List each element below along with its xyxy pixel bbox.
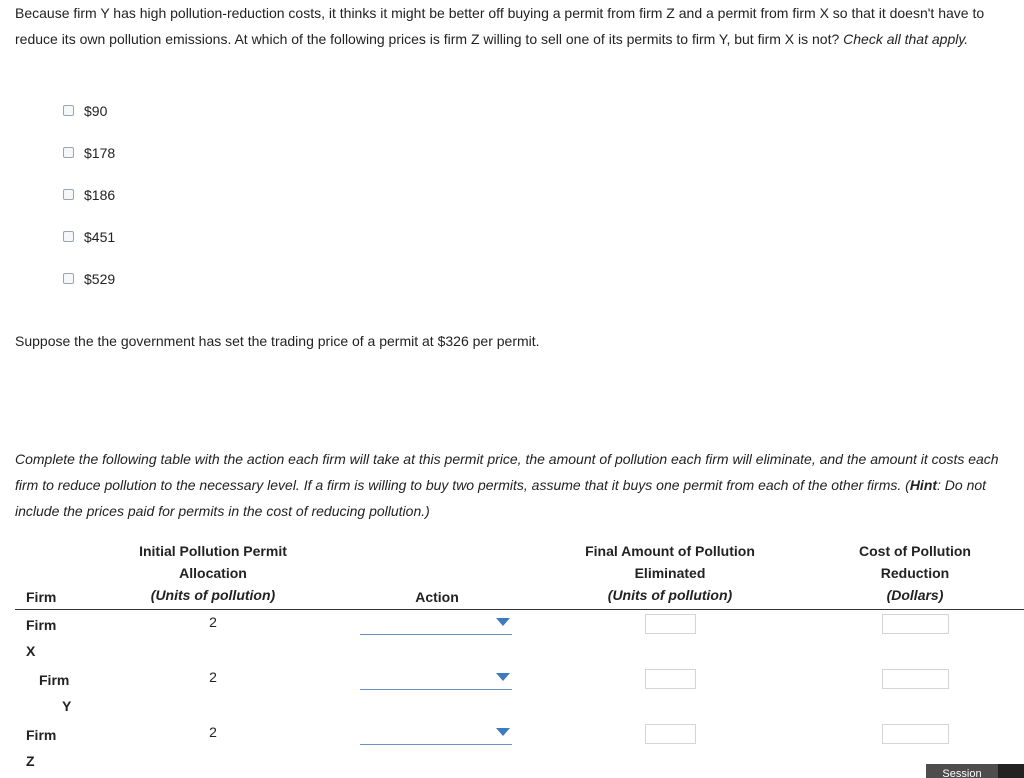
firm-label: Firm [26,617,57,633]
chevron-down-icon [496,673,510,681]
header-firm: Firm [26,589,57,605]
hint-label: Hint [909,477,938,493]
cost-input[interactable] [882,614,949,634]
question-text: Because firm Y has high pollution-reduction costs, it thinks it might be better off buying a permit from firm Z and a permit from firm X so that it doesn't have to reduce its own pollution emissions. At which of the following prices is firm Z willing to sell one of its permits to firm Y, but firm X is not? Check all that apply. [15,5,985,47]
action-dropdown[interactable] [360,722,512,745]
option-row[interactable] [63,184,115,226]
checkbox[interactable] [63,105,74,116]
session-button[interactable]: Session [926,764,998,778]
firm-letter: Z [26,753,35,769]
allocation-value: 2 [209,669,217,685]
option-label: $529 [84,271,116,287]
header-allocation: Initial Pollution Permit Allocation (Units of pollution) [139,543,287,603]
option-row[interactable] [63,268,115,310]
question-instruction: Check all that apply. [843,31,969,47]
option-label: $186 [84,187,116,203]
checkbox[interactable] [63,147,74,158]
option-label: $178 [84,145,116,161]
chevron-down-icon [496,728,510,736]
checkbox[interactable] [63,189,74,200]
firm-label: Firm [26,727,57,743]
option-label: $451 [84,229,116,245]
header-eliminated: Final Amount of Pollution Eliminated (Units of pollution) [585,543,755,603]
cost-input[interactable] [882,724,949,744]
action-dropdown[interactable] [360,667,512,690]
option-row[interactable] [63,100,115,142]
eliminated-input[interactable] [645,724,696,744]
firm-letter: X [26,643,36,659]
checkbox[interactable] [63,231,74,242]
option-label: $90 [84,103,108,119]
table-instructions: Complete the following table with the action each firm will take at this permit price, the amount of pollution each firm will eliminate, and the amount it costs each firm to reduce pollution to the necessary level. If a firm is willing to buy two permits, assume that it buys one permit from each of the other firms. (Hint: Do not include the prices paid for permits in the cost of reducing pollution.) [15,451,999,519]
checkbox[interactable] [63,273,74,284]
chevron-down-icon [496,618,510,626]
session-panel-edge [998,764,1024,778]
allocation-value: 2 [209,724,217,740]
permit-price-text: Suppose the the government has set the trading price of a permit at $326 per permit. [15,333,540,349]
allocation-value: 2 [209,614,217,630]
option-row[interactable] [63,142,115,184]
price-options [63,100,115,310]
eliminated-input[interactable] [645,614,696,634]
header-cost: Cost of Pollution Reduction (Dollars) [859,543,971,603]
action-dropdown[interactable] [360,612,512,635]
eliminated-input[interactable] [645,669,696,689]
cost-input[interactable] [882,669,949,689]
option-row[interactable] [63,226,115,268]
firm-label: Firm [39,672,70,688]
header-action: Action [415,589,459,605]
header-divider [15,609,1024,610]
firm-letter: Y [62,698,72,714]
